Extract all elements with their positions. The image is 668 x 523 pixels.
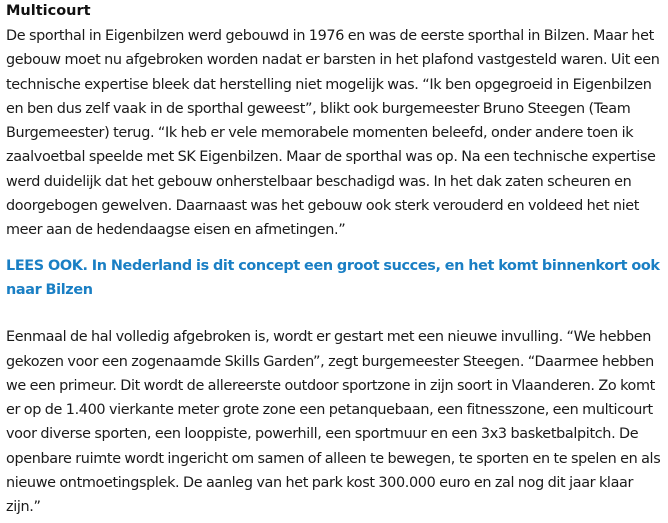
related-article-link[interactable]: LEES OOK. In Nederland is dit concept een groot succes, en het komt binnenkort ook naar Bilzen xyxy=(6,257,660,298)
article-paragraph-2: Eenmaal de hal volledig afgebroken is, wordt er gestart met een nieuwe invulling. “We hebben gekozen voor een zogenaamde Skills Garden”, zegt burgemeester Steegen. “Daarmee hebben we een primeur. Dit wordt de allereerste outdoor sportzone in zijn soort in Vlaanderen. Zo komt er op de 1.400 vierkante meter grote zone een petanquebaan, een fitnesszone, een multicourt voor diverse sporten, een looppiste, powerhill, een sportmuur en een 3x3 basketbalpitch. De openbare ruimte wordt ingericht om samen of alleen te bewegen, te sporten en te spelen en als nieuwe ontmoetingsplek. De aanleg van het park kost 300.000 euro en zal nog dit jaar klaar zijn.” xyxy=(6,329,661,516)
article-body xyxy=(6,0,666,520)
article-paragraph-1: De sporthal in Eigenbilzen werd gebouwd in 1976 en was de eerste sporthal in Bilzen. Maar het gebouw moet nu afgebroken worden nadat er barsten in het plafond vastgesteld waren. Uit een technische expertise bleek dat herstelling niet mogelijk was. “Ik ben opgegroeid in Eigenbilzen en ben dus zelf vaak in de sporthal geweest”, blikt ook burgemeester Bruno Steegen (Team Burgemeester) terug. “Ik heb er vele memorabele momenten beleefd, onder andere toen ik zaalvoetbal speelde met SK Eigenbilzen. Maar de sporthal was op. Na een technische expertise werd duidelijk dat het gebouw onherstelbaar beschadigd was. In het dak zaten scheuren en doorgebogen gewelven. Daarnaast was het gebouw ook sterk verouderd en voldeed het niet meer aan de hedendaagse eisen en afmetingen.” xyxy=(6,28,660,239)
section-heading: Multicourt xyxy=(6,3,91,19)
